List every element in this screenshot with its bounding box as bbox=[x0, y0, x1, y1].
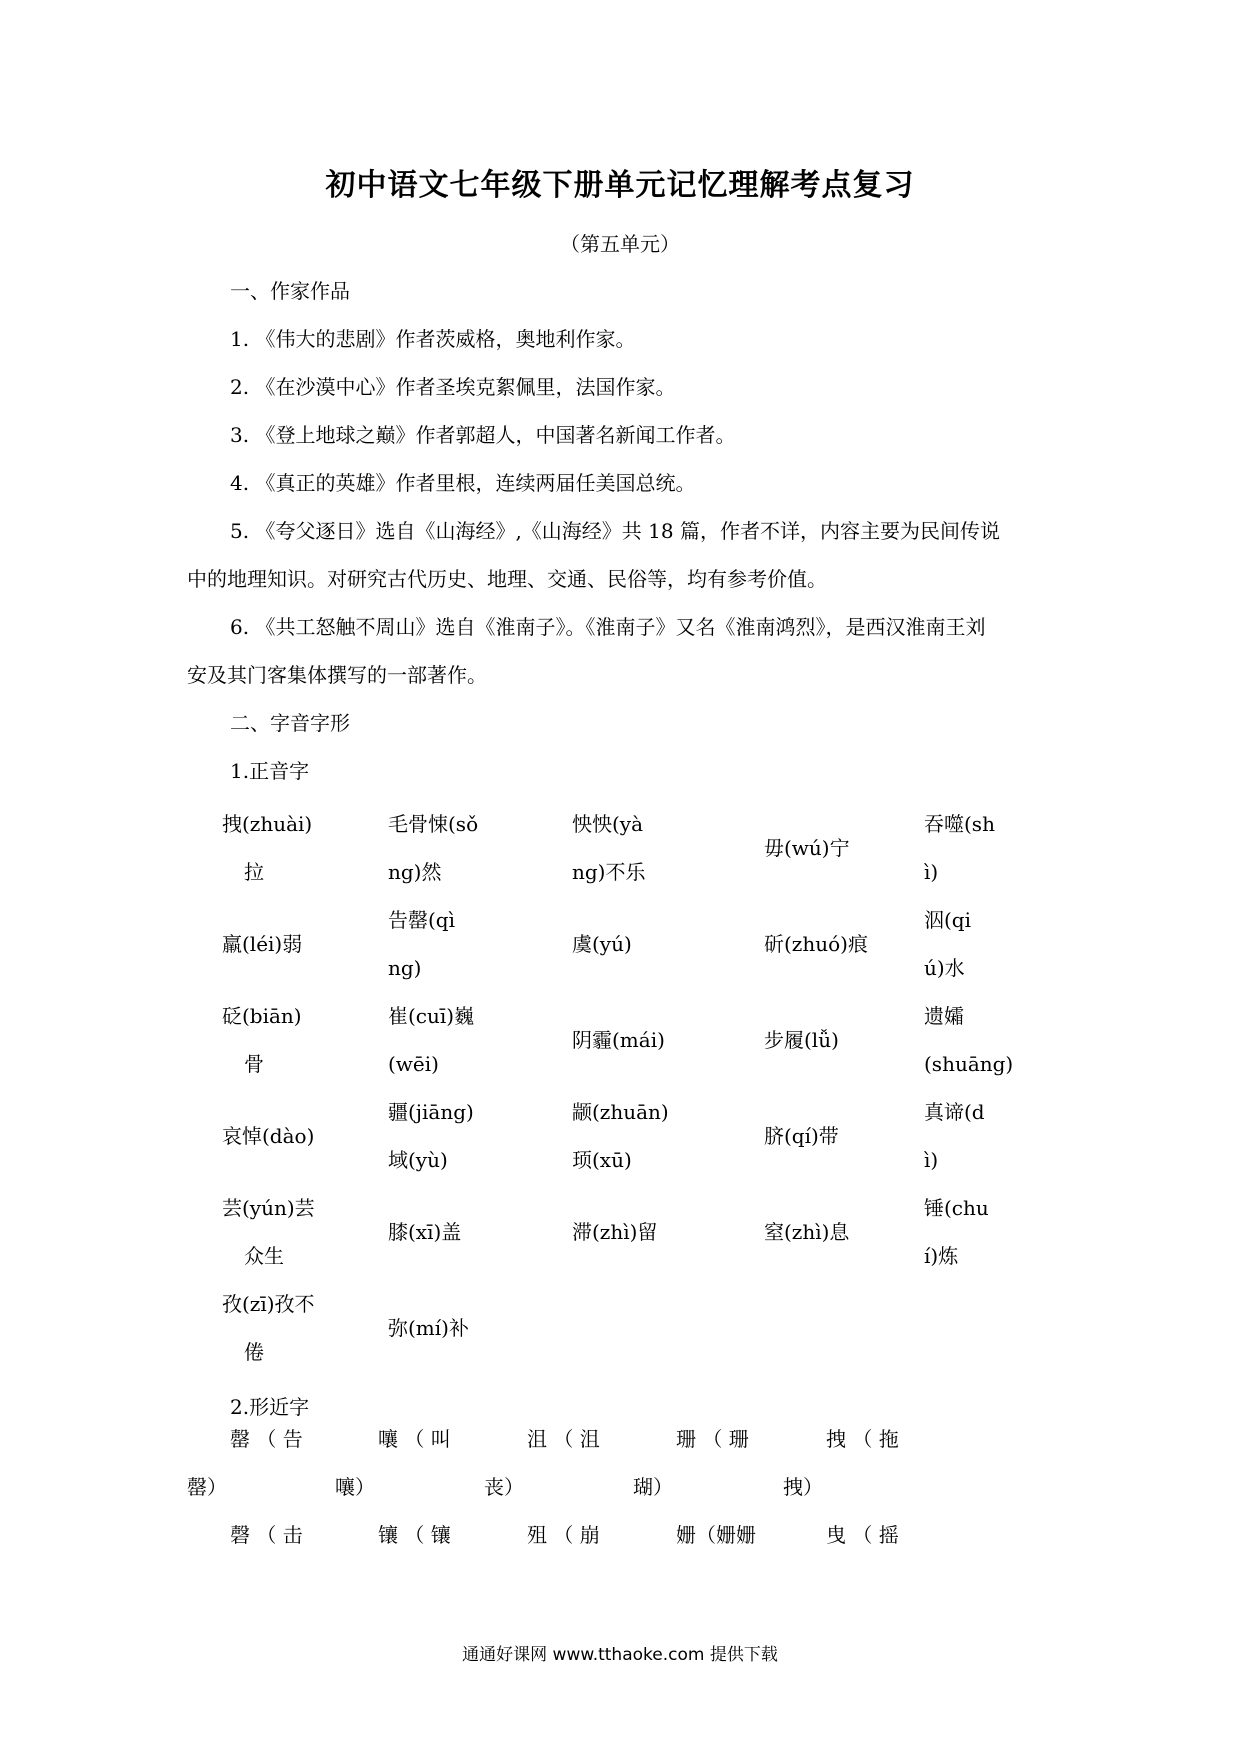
pronunciation-text: 泅(qi bbox=[924, 908, 972, 932]
pronunciation-item bbox=[200, 1280, 376, 1376]
similar-char-item: 沮 （ 沮 bbox=[527, 1427, 600, 1451]
pronunciation-row bbox=[200, 800, 1080, 896]
pronunciation-text: 膝(xī)盖 bbox=[388, 1220, 462, 1244]
pronunciation-item bbox=[552, 800, 728, 896]
pronunciation-text: í)炼 bbox=[924, 1244, 959, 1268]
pronunciation-text: 吞噬(sh bbox=[924, 812, 995, 836]
similar-char-item: 珊 （ 珊 bbox=[676, 1427, 749, 1451]
pronunciation-text: 域(yù) bbox=[388, 1148, 448, 1172]
pronunciation-text: 步履(lǚ) bbox=[764, 1028, 839, 1052]
subsection-similar: 2.形近字 bbox=[230, 1395, 310, 1419]
pronunciation-text: 骨 bbox=[244, 1052, 264, 1076]
similar-char-item-cont: 嚷） bbox=[335, 1475, 375, 1499]
pronunciation-text: 告罄(qì bbox=[388, 908, 456, 932]
author-line: 中的地理知识。对研究古代历史、地理、交通、民俗等，均有参考价值。 bbox=[187, 567, 827, 591]
pronunciation-grid bbox=[200, 800, 1080, 1376]
pronunciation-text: (shuāng) bbox=[924, 1052, 1014, 1076]
subsection-pronunciation: 1.正音字 bbox=[230, 759, 310, 783]
pronunciation-item bbox=[904, 1184, 1080, 1280]
pronunciation-text: 阴霾(mái) bbox=[572, 1028, 665, 1052]
pronunciation-text: 遗孀 bbox=[924, 1004, 964, 1028]
pronunciation-text: 拉 bbox=[244, 860, 264, 884]
pronunciation-text: 顼(xū) bbox=[572, 1148, 632, 1172]
pronunciation-item bbox=[728, 824, 904, 872]
section-heading-authors: 一、作家作品 bbox=[230, 279, 350, 303]
pronunciation-item bbox=[376, 896, 552, 992]
pronunciation-text: ng) bbox=[388, 956, 422, 980]
pronunciation-text: ng)然 bbox=[388, 860, 442, 884]
author-line: 4. 《真正的英雄》作者里根，连续两届任美国总统。 bbox=[230, 471, 696, 495]
pronunciation-text: ng)不乐 bbox=[572, 860, 646, 884]
similar-char-item-cont: 罄） bbox=[187, 1475, 227, 1499]
pronunciation-item bbox=[904, 992, 1080, 1088]
pronunciation-item bbox=[728, 1208, 904, 1256]
pronunciation-item bbox=[728, 1112, 904, 1160]
pronunciation-text: (wēi) bbox=[388, 1052, 439, 1076]
pronunciation-item bbox=[552, 1088, 728, 1184]
page-footer: 通通好课网 www.tthaoke.com 提供下载 bbox=[462, 1645, 778, 1665]
pronunciation-row bbox=[200, 896, 1080, 992]
pronunciation-row bbox=[200, 992, 1080, 1088]
pronunciation-text: 众生 bbox=[244, 1244, 284, 1268]
pronunciation-text: 砭(biān) bbox=[222, 1004, 302, 1028]
pronunciation-item bbox=[904, 800, 1080, 896]
pronunciation-item bbox=[728, 1016, 904, 1064]
similar-char-item: 嚷 （ 叫 bbox=[378, 1427, 451, 1451]
author-line: 2. 《在沙漠中心》作者圣埃克絮佩里，法国作家。 bbox=[230, 375, 676, 399]
pronunciation-text: 脐(qí)带 bbox=[764, 1124, 839, 1148]
pronunciation-text: 孜(zī)孜不 bbox=[222, 1292, 315, 1316]
pronunciation-item bbox=[552, 920, 728, 968]
pronunciation-text: 斫(zhuó)痕 bbox=[764, 932, 868, 956]
pronunciation-item bbox=[904, 1088, 1080, 1184]
pronunciation-item bbox=[376, 1304, 552, 1352]
pronunciation-row bbox=[200, 1184, 1080, 1280]
pronunciation-text: 真谛(d bbox=[924, 1100, 985, 1124]
pronunciation-text: 倦 bbox=[244, 1340, 264, 1364]
similar-char-item-cont: 瑚） bbox=[633, 1475, 673, 1499]
pronunciation-item bbox=[376, 1208, 552, 1256]
similar-char-item: 拽 （ 拖 bbox=[826, 1427, 899, 1451]
pronunciation-text: 锤(chu bbox=[924, 1196, 989, 1220]
pronunciation-text: 虞(yú) bbox=[572, 932, 632, 956]
pronunciation-text: 毋(wú)宁 bbox=[764, 836, 850, 860]
pronunciation-text: 颛(zhuān) bbox=[572, 1100, 669, 1124]
pronunciation-text: 羸(léi)弱 bbox=[222, 932, 303, 956]
pronunciation-item bbox=[552, 1208, 728, 1256]
pronunciation-item bbox=[376, 800, 552, 896]
pronunciation-text: 拽(zhuài) bbox=[222, 812, 313, 836]
author-line: 5. 《夸父逐日》选自《山海经》,《山海经》共 18 篇，作者不详，内容主要为民间传说 bbox=[230, 519, 1000, 543]
pronunciation-text: 哀悼(dào) bbox=[222, 1124, 315, 1148]
pronunciation-item bbox=[376, 1088, 552, 1184]
pronunciation-text: 弥(mí)补 bbox=[388, 1316, 469, 1340]
author-line: 1. 《伟大的悲剧》作者茨威格，奥地利作家。 bbox=[230, 327, 636, 351]
similar-char-item: 曳 （ 摇 bbox=[826, 1523, 899, 1547]
pronunciation-text: 窒(zhì)息 bbox=[764, 1220, 850, 1244]
similar-char-item: 磬 （ 击 bbox=[230, 1523, 303, 1547]
pronunciation-item bbox=[376, 992, 552, 1088]
similar-char-item-cont: 丧） bbox=[484, 1475, 524, 1499]
similar-char-item: 镶 （ 镶 bbox=[378, 1523, 451, 1547]
pronunciation-item bbox=[200, 1184, 376, 1280]
pronunciation-text: 崔(cuī)巍 bbox=[388, 1004, 475, 1028]
page-title: 初中语文七年级下册单元记忆理解考点复习 bbox=[325, 168, 915, 203]
pronunciation-item bbox=[200, 800, 376, 896]
pronunciation-text: ì) bbox=[924, 860, 939, 884]
pronunciation-item bbox=[728, 920, 904, 968]
pronunciation-text: 疆(jiāng) bbox=[388, 1100, 474, 1124]
similar-char-item: 殂 （ 崩 bbox=[527, 1523, 600, 1547]
pronunciation-text: 怏怏(yà bbox=[572, 812, 644, 836]
author-line: 6. 《共工怒触不周山》选自《淮南子》。《淮南子》又名《淮南鸿烈》，是西汉淮南王刘 bbox=[230, 615, 986, 639]
pronunciation-text: 毛骨悚(sǒ bbox=[388, 812, 479, 836]
author-line: 3. 《登上地球之巅》作者郭超人，中国著名新闻工作者。 bbox=[230, 423, 736, 447]
page-subtitle: （第五单元） bbox=[560, 232, 680, 256]
pronunciation-text: 芸(yún)芸 bbox=[222, 1196, 315, 1220]
similar-char-item-cont: 拽） bbox=[783, 1475, 823, 1499]
pronunciation-item bbox=[200, 1112, 376, 1160]
section-heading-characters: 二、字音字形 bbox=[230, 711, 350, 735]
pronunciation-item bbox=[904, 896, 1080, 992]
pronunciation-row bbox=[200, 1280, 1080, 1376]
similar-char-item: 罄 （ 告 bbox=[230, 1427, 303, 1451]
pronunciation-item bbox=[552, 1016, 728, 1064]
pronunciation-row bbox=[200, 1088, 1080, 1184]
pronunciation-item bbox=[200, 992, 376, 1088]
pronunciation-item bbox=[200, 920, 376, 968]
pronunciation-text: ú)水 bbox=[924, 956, 965, 980]
pronunciation-text: ì) bbox=[924, 1148, 939, 1172]
author-line: 安及其门客集体撰写的一部著作。 bbox=[187, 663, 487, 687]
pronunciation-text: 滞(zhì)留 bbox=[572, 1220, 658, 1244]
similar-char-item: 姗（姗姗 bbox=[676, 1523, 756, 1547]
